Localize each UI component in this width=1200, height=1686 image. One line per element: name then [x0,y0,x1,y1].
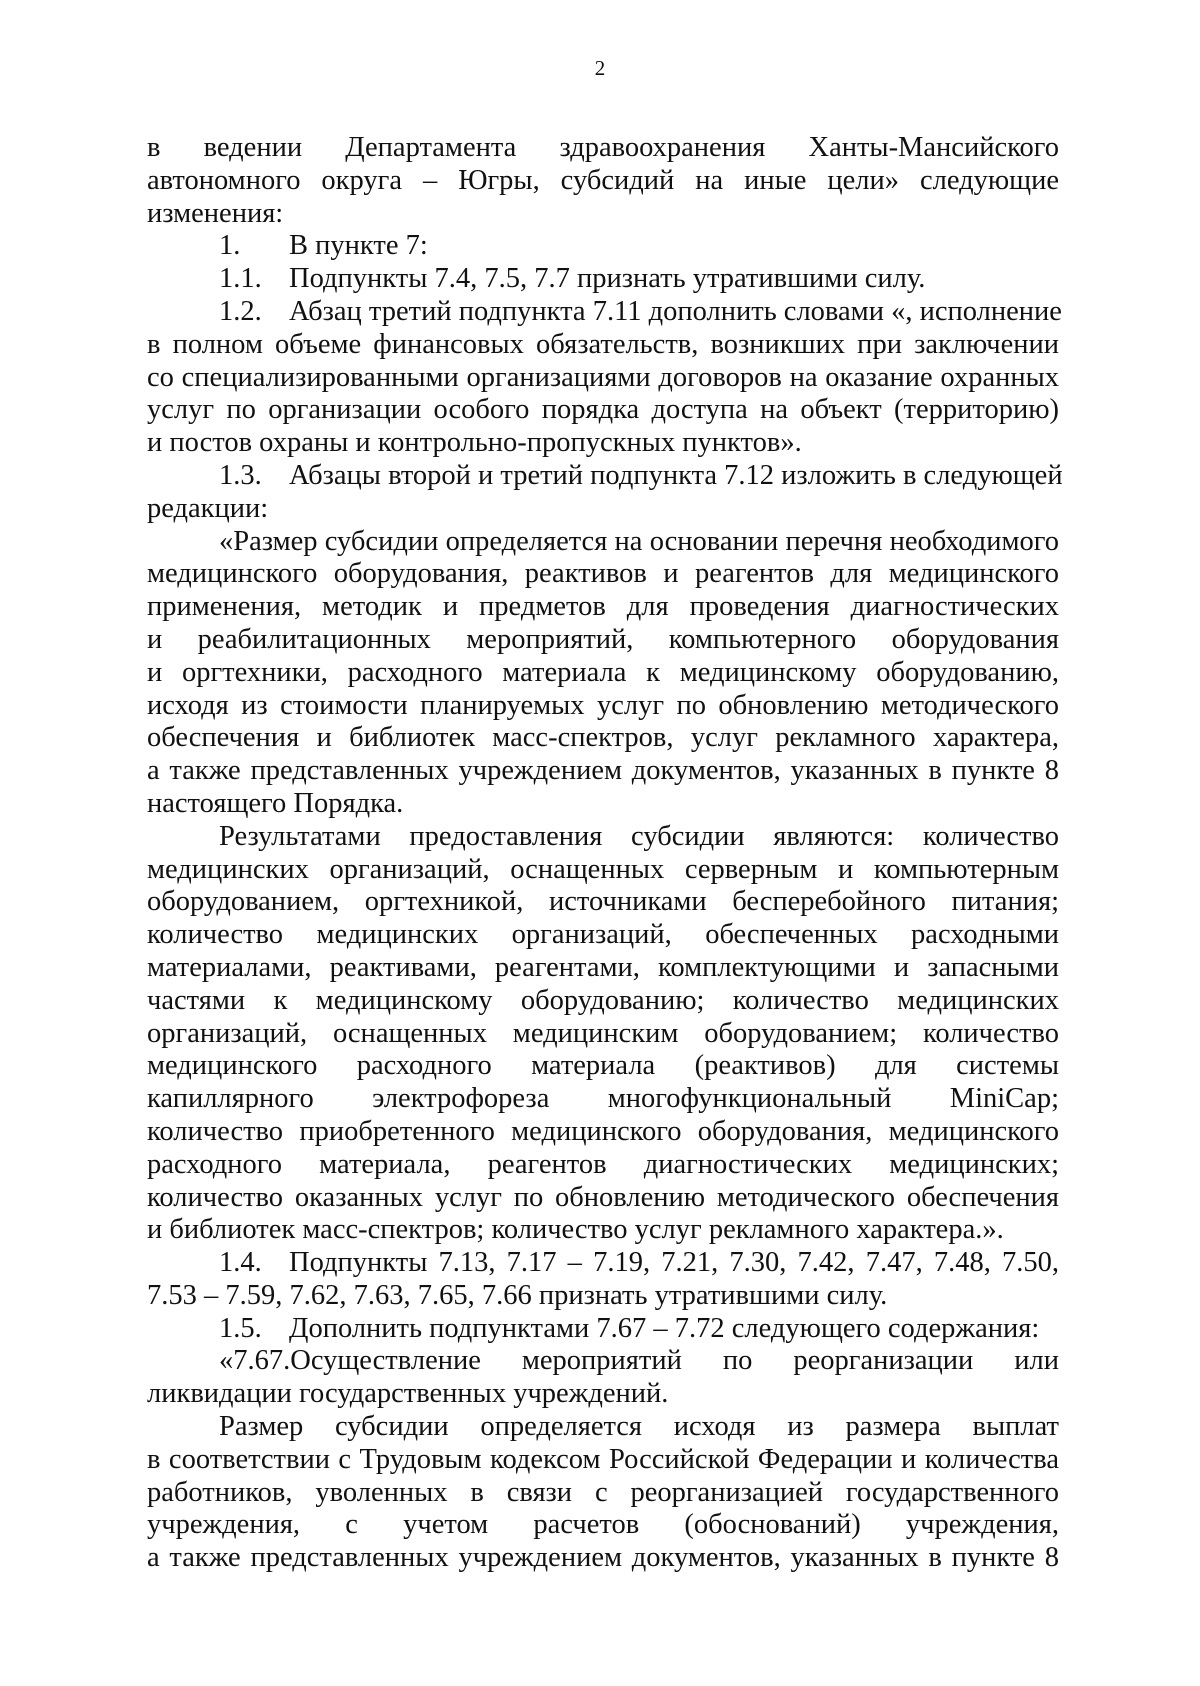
document-line [147,1444,1059,1477]
document-line [147,394,1059,427]
document-body [147,132,1063,1575]
document-line [147,558,1059,591]
line-text: «7.67.Осуществление мероприятий по реорганизации или [219,1345,1059,1377]
line-text: медицинских организаций, оснащенных серверным и компьютерным [147,853,1059,885]
line-text: количество медицинских организаций, обеспеченных расходными [147,919,1059,951]
line-text: изменения: [147,197,284,229]
line-text: Подпункты 7.13, 7.17 – 7.19, 7.21, 7.30, 7.42, 7.47, 7.48, 7.50, [289,1247,1059,1279]
line-text: автономного округа – Югры, субсидий на иные цели» следующие [147,164,1059,196]
line-text: применения, методик и предметов для проведения диагностических [147,591,1059,623]
page-number: 2 [594,56,606,80]
line-text: а также представленных учреждением документов, указанных в пункте 8 [147,1542,1059,1574]
document-line [147,1509,1059,1542]
document-line [147,1083,1059,1116]
document-line [147,952,1059,985]
document-line [147,362,1059,395]
line-text: оборудованием, оргтехникой, источниками бесперебойного питания; [147,886,1059,918]
document-line [147,690,1059,723]
document-line [147,788,1059,821]
document-line [147,1214,1059,1247]
document-line [147,459,1063,493]
document-line [147,1313,1059,1346]
line-text: обеспечения и библиотек масс-спектров, услуг рекламного характера, [147,722,1059,754]
document-line [147,1116,1059,1149]
document-line [147,198,1059,231]
item-number: 1.2. [219,295,262,327]
line-text: а также представленных учреждением документов, указанных в пункте 8 [147,755,1059,787]
line-text: со специализированными организациями договоров на оказание охранных [147,361,1059,393]
document-line [147,591,1059,624]
document-line [147,1149,1059,1182]
document-line [147,919,1059,952]
line-text: в ведении Департамента здравоохранения Ханты-Мансийского [147,132,1059,163]
line-text: В пункте 7: [289,230,428,262]
line-text: в полном объеме финансовых обязательств, возникших при заключении [147,328,1059,360]
line-text: расходного материала, реагентов диагностических медицинских; [147,1148,1059,1180]
document-line [147,329,1059,362]
document-line [147,132,1059,165]
document-line [147,493,1059,526]
document-line [147,1477,1059,1510]
line-text: Размер субсидии определяется исходя из размера выплат [219,1411,1059,1443]
line-text: настоящего Порядка. [147,787,404,819]
line-text: «Размер субсидии определяется на основании перечня необходимого [219,525,1059,557]
document-line [147,722,1059,755]
line-text: и реабилитационных мероприятий, компьютерного оборудования [147,623,1059,655]
line-text: организаций, оснащенных медицинским оборудованием; количество [147,1017,1059,1049]
line-text: капиллярного электрофореза многофункциональный MiniCap; [147,1083,1059,1115]
line-text: Абзацы второй и третий подпункта 7.12 изложить в следующей [289,459,1063,491]
document-line [147,624,1059,657]
line-text: услуг по организации особого порядка доступа на объект (территорию) [147,394,1059,426]
line-text: редакции: [147,492,269,524]
line-text: материалами, реактивами, реагентами, комплектующими и запасными [147,951,1059,983]
line-text: Подпункты 7.4, 7.5, 7.7 признать утратившими силу. [289,263,926,295]
document-line [147,263,1059,296]
document-line [147,755,1059,788]
document-line [147,165,1059,198]
line-text: 7.53 – 7.59, 7.62, 7.63, 7.65, 7.66 признать утратившими силу. [147,1279,888,1311]
line-text: количество приобретенного медицинского оборудования, медицинского [147,1115,1059,1147]
document-line [147,1345,1059,1378]
line-text: Абзац третий подпункта 7.11 дополнить словами «, исполнение [289,295,1062,327]
document-line [147,1411,1059,1444]
document-line [147,295,1062,329]
document-line [147,886,1059,919]
line-text: исходя из стоимости планируемых услуг по обновлению методического [147,689,1059,721]
document-line [147,1542,1059,1575]
line-text: Дополнить подпунктами 7.67 – 7.72 следующего содержания: [289,1312,1040,1344]
item-number: 1.3. [219,459,262,491]
document-line [147,427,1059,460]
document-line [147,1050,1059,1083]
document-line [147,1378,1059,1411]
item-number: 1.4. [219,1247,262,1279]
line-text: и библиотек масс-спектров; количество услуг рекламного характера.». [147,1214,1004,1246]
line-text: Результатами предоставления субсидии являются: количество [219,820,1059,852]
item-number: 1.5. [219,1312,262,1344]
document-line [147,1018,1059,1051]
document-line [147,1247,1059,1280]
item-number: 1. [219,230,241,262]
document-line [147,985,1059,1018]
line-text: и постов охраны и контрольно-пропускных пунктов». [147,427,802,459]
document-line [147,526,1059,559]
line-text: частями к медицинскому оборудованию; количество медицинских [147,984,1059,1016]
line-text: ликвидации государственных учреждений. [147,1378,669,1410]
line-text: медицинского расходного материала (реактивов) для системы [147,1050,1059,1082]
document-line [147,1280,1059,1313]
document-line [147,821,1059,854]
document-line [147,230,1059,263]
line-text: медицинского оборудования, реактивов и реагентов для медицинского [147,558,1059,590]
document-line [147,1182,1059,1215]
document-line [147,854,1059,887]
line-text: количество оказанных услуг по обновлению методического обеспечения [147,1181,1059,1213]
line-text: и оргтехники, расходного материала к медицинскому оборудованию, [147,656,1059,688]
line-text: учреждения, с учетом расчетов (обоснований) учреждения, [147,1509,1059,1541]
item-number: 1.1. [219,263,262,295]
line-text: работников, уволенных в связи с реорганизацией государственного [147,1476,1059,1508]
line-text: в соответствии с Трудовым кодексом Российской Федерации и количества [147,1443,1059,1475]
document-line [147,657,1059,690]
